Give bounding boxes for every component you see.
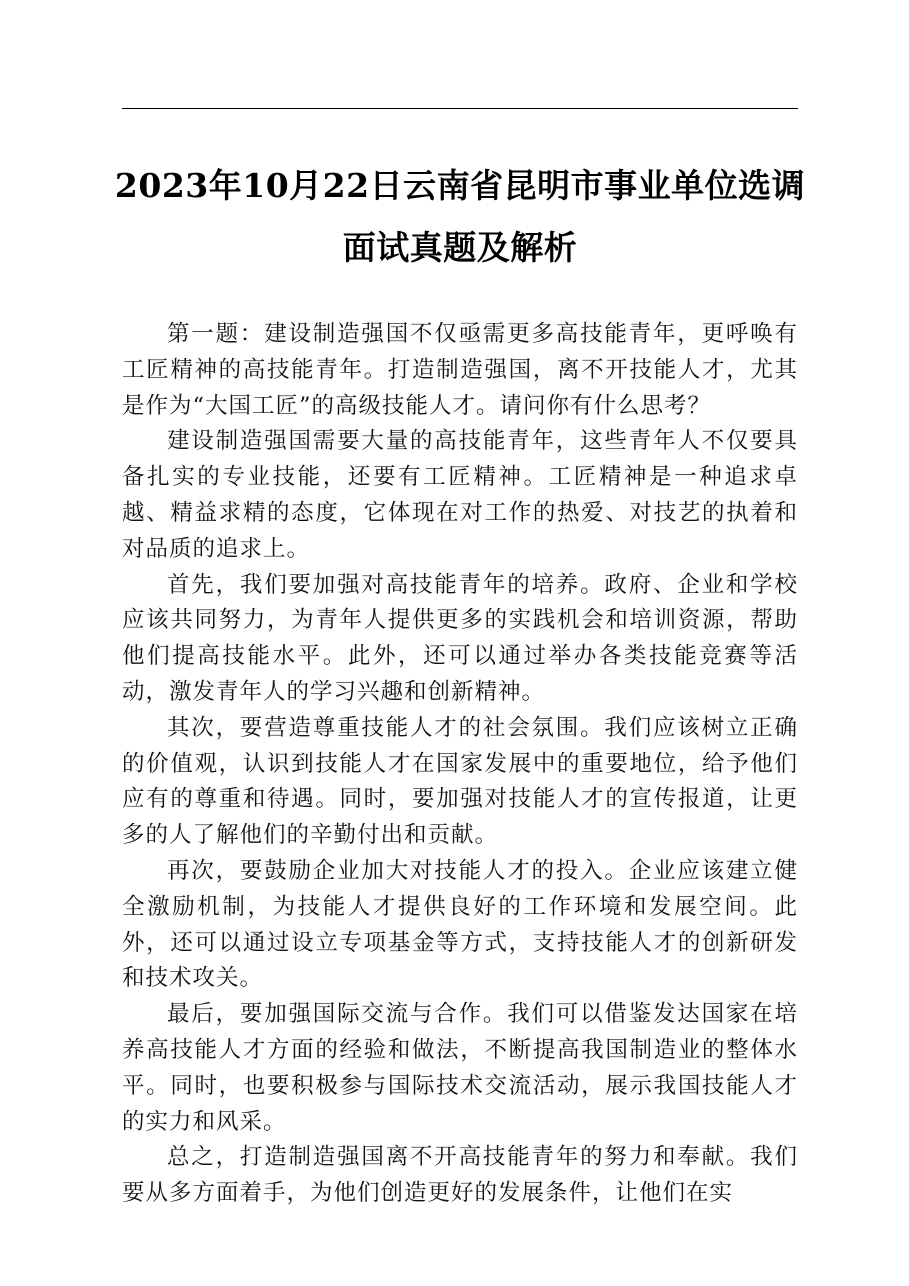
- paragraph-fourth: 最后，要加强国际交流与合作。我们可以借鉴发达国家在培养高技能人才方面的经验和做法，不断提高我国制造业的整体水平。同时，也要积极参与国际技术交流活动，展示我国技能人才的实力和风采。: [122, 1001, 798, 1135]
- paragraph-second: 其次，要营造尊重技能人才的社会氛围。我们应该树立正确的价值观，认识到技能人才在国家发展中的重要地位，给予他们应有的尊重和待遇。同时，要加强对技能人才的宣传报道，让更多的人了解他们的辛勤付出和贡献。: [122, 714, 798, 849]
- header-rule: [122, 108, 798, 109]
- title-line-1: 2023年10月22日云南省昆明市事业单位选调: [114, 166, 806, 205]
- paragraph-conclusion: 总之，打造制造强国离不开高技能青年的努力和奉献。我们要从多方面着手，为他们创造更好的发展条件，让他们在实: [122, 1144, 798, 1207]
- title-line-2: 面试真题及解析: [342, 228, 578, 267]
- document-title: [100, 155, 820, 279]
- document-body: [122, 317, 798, 1212]
- paragraph-third: 再次，要鼓励企业加大对技能人才的投入。企业应该建立健全激励机制，为技能人才提供良好的工作环境和发展空间。此外，还可以通过设立专项基金等方式，支持技能人才的创新研发和技术攻关。: [122, 857, 798, 992]
- paragraph-first: 首先，我们要加强对高技能青年的培养。政府、企业和学校应该共同努力，为青年人提供更多的实践机会和培训资源，帮助他们提高技能水平。此外，还可以通过举办各类技能竞赛等活动，激发青年人的学习兴趣和创新精神。: [122, 571, 798, 705]
- paragraph-question: 第一题：建设制造强国不仅亟需更多高技能青年，更呼唤有工匠精神的高技能青年。打造制造强国，离不开技能人才，尤其是作为“大国工匠”的高级技能人才。请问你有什么思考？: [122, 321, 798, 419]
- paragraph-intro: 建设制造强国需要大量的高技能青年，这些青年人不仅要具备扎实的专业技能，还要有工匠精神。工匠精神是一种追求卓越、精益求精的态度，它体现在对工作的热爱、对技艺的执着和对品质的追求上。: [122, 428, 798, 562]
